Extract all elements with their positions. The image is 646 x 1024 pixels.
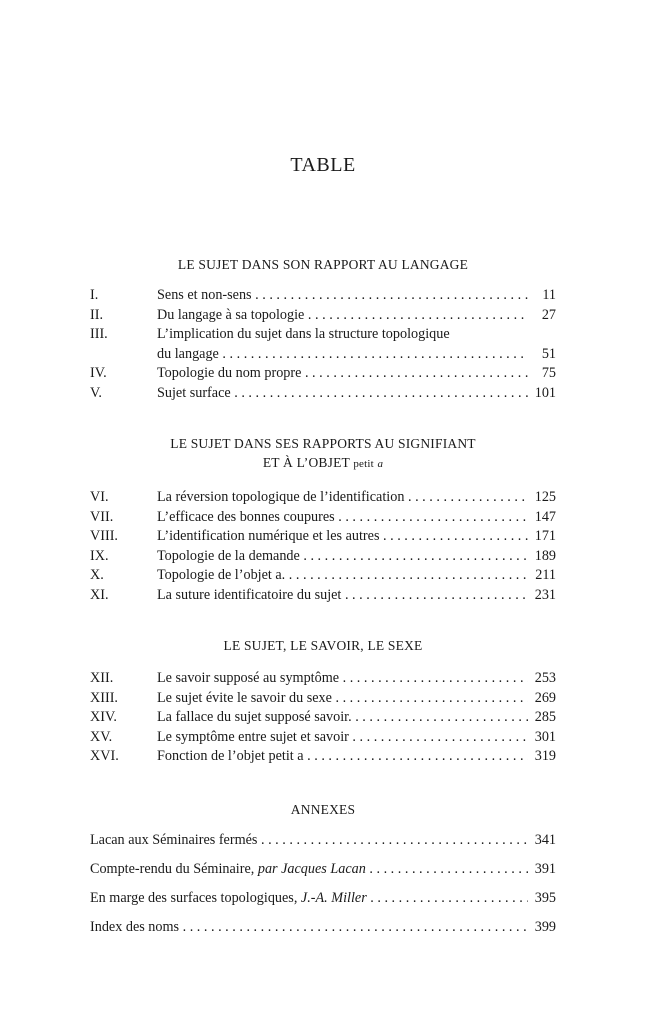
chapter-number: IV. bbox=[90, 365, 107, 382]
chapter-number: XVI. bbox=[90, 748, 119, 765]
annex-entry[interactable] bbox=[0, 918, 646, 947]
toc-entry[interactable] bbox=[0, 708, 646, 728]
toc-section-3 bbox=[0, 636, 646, 767]
chapter-number: XV. bbox=[90, 728, 113, 745]
toc-entry[interactable] bbox=[0, 286, 646, 306]
toc-entries bbox=[0, 488, 646, 606]
chapter-number: XI. bbox=[90, 586, 109, 603]
toc-entry[interactable] bbox=[0, 527, 646, 547]
toc-section-2 bbox=[0, 434, 646, 606]
chapter-number: XIII. bbox=[90, 689, 118, 706]
toc-entry[interactable] bbox=[0, 488, 646, 508]
annex-entry[interactable] bbox=[0, 889, 646, 918]
page-number: 269 bbox=[534, 689, 556, 706]
annex-entries bbox=[0, 831, 646, 947]
page-number: 319 bbox=[534, 748, 556, 765]
page-number: 51 bbox=[541, 345, 556, 362]
page-number: 285 bbox=[534, 709, 556, 726]
chapter-title: L’efficace des bonnes coupures . . . bbox=[157, 508, 528, 528]
page-number: 11 bbox=[542, 287, 556, 303]
chapter-title: Topologie de l’objet a. . . . bbox=[157, 566, 528, 586]
annex-title: En marge des surfaces topologiques, J.-A. Miller . . . bbox=[90, 889, 528, 909]
page-number: 395 bbox=[534, 890, 556, 906]
annexes-section bbox=[0, 800, 646, 947]
chapter-title: Sujet surface . . . bbox=[157, 384, 528, 404]
chapter-number: VII. bbox=[90, 508, 114, 525]
annex-title: Lacan aux Séminaires fermés . . . bbox=[90, 831, 528, 851]
toc-entry[interactable] bbox=[0, 325, 646, 345]
page-number: 211 bbox=[535, 567, 556, 584]
page-number: 231 bbox=[534, 586, 556, 603]
toc-section-1 bbox=[0, 255, 646, 404]
toc-entry[interactable] bbox=[0, 508, 646, 528]
chapter-title: Le savoir supposé au symptôme . . . bbox=[157, 669, 528, 689]
chapter-number: II. bbox=[90, 306, 103, 323]
chapter-number: IX. bbox=[90, 547, 109, 564]
chapter-number: III. bbox=[90, 326, 108, 343]
toc-entry[interactable] bbox=[0, 547, 646, 567]
chapter-title: Sens et non-sens . . . bbox=[157, 286, 528, 306]
page-number: 171 bbox=[534, 528, 556, 545]
page-number: 101 bbox=[534, 384, 556, 401]
page-number: 125 bbox=[534, 489, 556, 505]
chapter-number: XII. bbox=[90, 670, 114, 686]
chapter-title: Le sujet évite le savoir du sexe . . . bbox=[157, 689, 528, 709]
annex-entry[interactable] bbox=[0, 831, 646, 860]
section-heading bbox=[0, 434, 646, 474]
page-number: 301 bbox=[534, 728, 556, 745]
section-heading-line1: LE SUJET DANS SES RAPPORTS AU SIGNIFIANT bbox=[170, 436, 476, 451]
chapter-title: La réversion topologique de l’identification . . . bbox=[157, 488, 528, 508]
chapter-title: L’identification numérique et les autres . . . bbox=[157, 527, 528, 547]
chapter-number: VI. bbox=[90, 489, 109, 505]
page-number: 27 bbox=[541, 306, 556, 323]
toc-entry[interactable] bbox=[0, 728, 646, 748]
chapter-title: du langage . . . bbox=[157, 345, 528, 365]
annex-title: Compte-rendu du Séminaire, par Jacques Lacan . . . bbox=[90, 860, 528, 880]
section-heading: LE SUJET, LE SAVOIR, LE SEXE bbox=[223, 638, 423, 653]
annex-entry[interactable] bbox=[0, 860, 646, 889]
chapter-title: Du langage à sa topologie . . . bbox=[157, 306, 528, 326]
chapter-number: I. bbox=[90, 287, 99, 303]
toc-entry[interactable] bbox=[0, 669, 646, 689]
page-number: 75 bbox=[541, 365, 556, 382]
chapter-title: Le symptôme entre sujet et savoir . . . bbox=[157, 728, 528, 748]
annex-title: Index des noms . . . bbox=[90, 918, 528, 938]
toc-entry[interactable] bbox=[0, 384, 646, 404]
toc-entry[interactable] bbox=[0, 747, 646, 767]
toc-entry[interactable] bbox=[0, 566, 646, 586]
annexes-heading: ANNEXES bbox=[290, 802, 356, 817]
page-number: 253 bbox=[534, 670, 556, 686]
page-number: 399 bbox=[534, 919, 556, 935]
chapter-title: La fallace du sujet supposé savoir. . . . bbox=[157, 708, 528, 728]
chapter-number: XIV. bbox=[90, 709, 117, 726]
toc-entries bbox=[0, 286, 646, 404]
chapter-title: L’implication du sujet dans la structure topologique bbox=[157, 326, 450, 343]
chapter-number: X. bbox=[90, 567, 104, 584]
toc-entry[interactable] bbox=[0, 306, 646, 326]
toc-entry-continuation[interactable] bbox=[0, 345, 646, 365]
chapter-title: La suture identificatoire du sujet . . . bbox=[157, 586, 528, 606]
page-number: 189 bbox=[534, 547, 556, 564]
page-number: 391 bbox=[534, 861, 556, 877]
toc-entry[interactable] bbox=[0, 586, 646, 606]
page-title: TABLE bbox=[290, 154, 356, 176]
page-number: 147 bbox=[534, 508, 556, 525]
section-heading-line2: ET À L’OBJET petit a bbox=[262, 455, 384, 470]
chapter-title: Topologie de la demande . . . bbox=[157, 547, 528, 567]
page-number: 341 bbox=[534, 832, 556, 848]
toc-entry[interactable] bbox=[0, 689, 646, 709]
chapter-title: Topologie du nom propre . . . bbox=[157, 364, 528, 384]
chapter-number: VIII. bbox=[90, 528, 118, 545]
toc-entry[interactable] bbox=[0, 364, 646, 384]
section-heading: LE SUJET DANS SON RAPPORT AU LANGAGE bbox=[177, 257, 469, 272]
chapter-number: V. bbox=[90, 384, 102, 401]
chapter-title: Fonction de l’objet petit a . . . bbox=[157, 747, 528, 767]
toc-entries bbox=[0, 669, 646, 767]
